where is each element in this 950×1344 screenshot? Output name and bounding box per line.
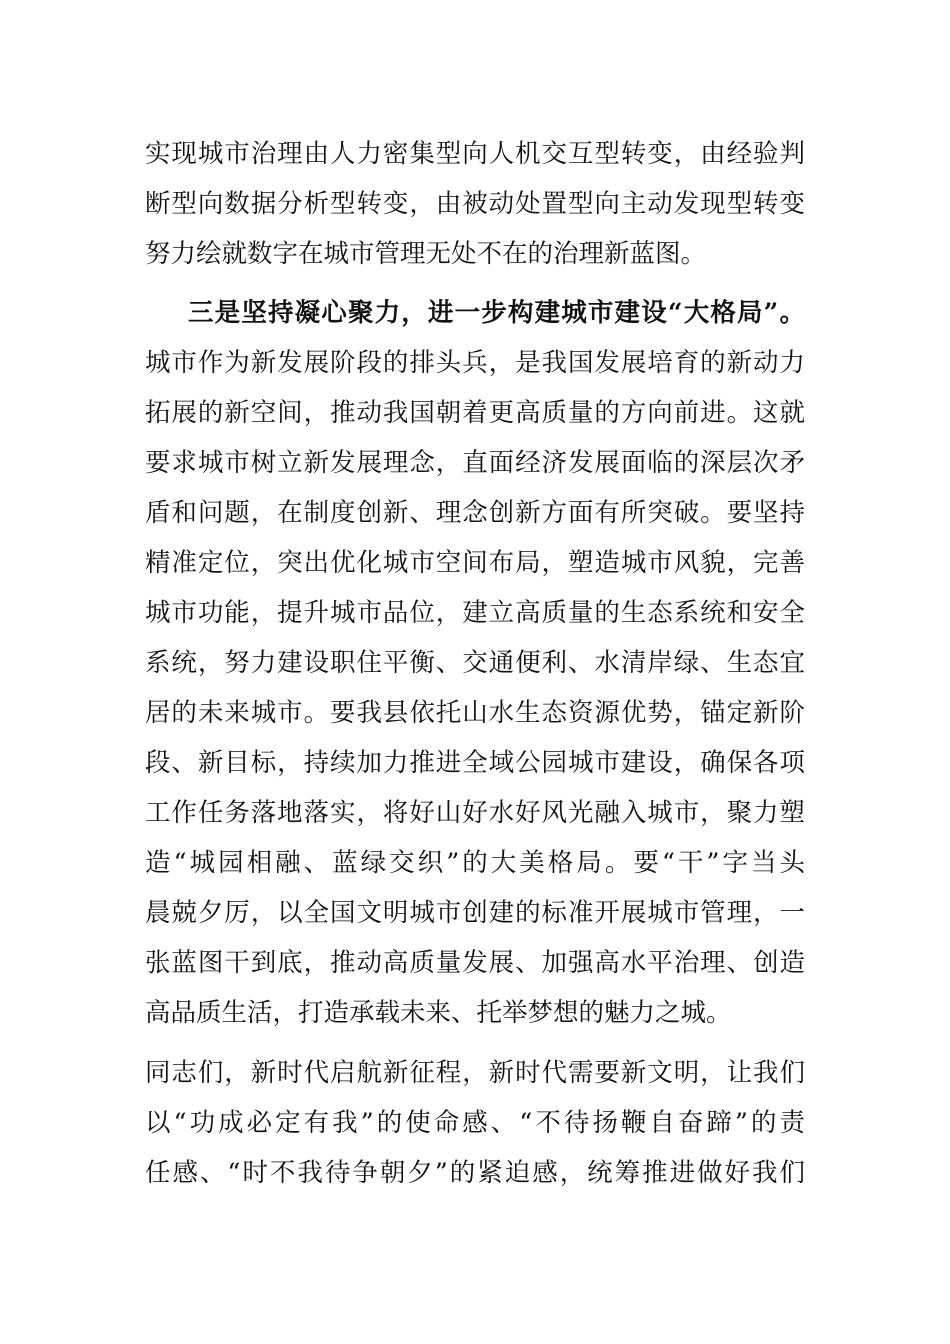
paragraph-2-line-7: 系统，努力建设职住平衡、交通便利、水清岸绿、生态宜: [145, 648, 805, 678]
paragraph-2-line-5: 精准定位，突出优化城市空间布局，塑造城市风貌，完善: [145, 548, 805, 578]
paragraph-2-line-8: 居的未来城市。要我县依托山水生态资源优势，锚定新阶: [145, 698, 805, 728]
paragraph-2-line-12: 晨兢夕厉，以全国文明城市创建的标准开展城市管理，一: [145, 898, 805, 928]
paragraph-2-line-2: 拓展的新空间，推动我国朝着更高质量的方向前进。这就: [145, 398, 805, 428]
paragraph-2-line-4: 盾和问题，在制度创新、理念创新方面有所突破。要坚持: [145, 498, 805, 528]
paragraph-2-line-1: 城市作为新发展阶段的排头兵，是我国发展培育的新动力: [145, 348, 805, 378]
section-heading: 三是坚持凝心聚力，进一步构建城市建设“大格局”。: [188, 298, 805, 328]
paragraph-2-line-9: 段、新目标，持续加力推进全域公园城市建设，确保各项: [145, 748, 805, 778]
paragraph-3-line-2: 以“功成必定有我”的使命感、“不待扬鞭自奋蹄”的责: [145, 1108, 805, 1138]
paragraph-2-line-10: 工作任务落地落实，将好山好水好风光融入城市，聚力塑: [145, 798, 805, 828]
paragraph-1-line-1: 实现城市治理由人力密集型向人机交互型转变，由经验判: [145, 139, 805, 169]
paragraph-3-line-1: 同志们，新时代启航新征程，新时代需要新文明，让我们: [145, 1058, 805, 1088]
paragraph-2-line-11: 造“城园相融、蓝绿交织”的大美格局。要“干”字当头: [145, 848, 805, 878]
paragraph-3-line-3: 任感、“时不我待争朝夕”的紧迫感，统筹推进做好我们: [145, 1158, 805, 1188]
paragraph-1-line-2: 断型向数据分析型转变，由被动处置型向主动发现型转变: [145, 189, 805, 219]
paragraph-2-line-3: 要求城市树立新发展理念，直面经济发展面临的深层次矛: [145, 448, 805, 478]
paragraph-2-line-14: 高品质生活，打造承载未来、托举梦想的魅力之城。: [145, 998, 732, 1028]
paragraph-2-line-13: 张蓝图干到底，推动高质量发展、加强高水平治理、创造: [145, 948, 805, 978]
paragraph-1-line-3: 努力绘就数字在城市管理无处不在的治理新蓝图。: [145, 239, 707, 269]
paragraph-2-line-6: 城市功能，提升城市品位，建立高质量的生态系统和安全: [145, 598, 805, 628]
